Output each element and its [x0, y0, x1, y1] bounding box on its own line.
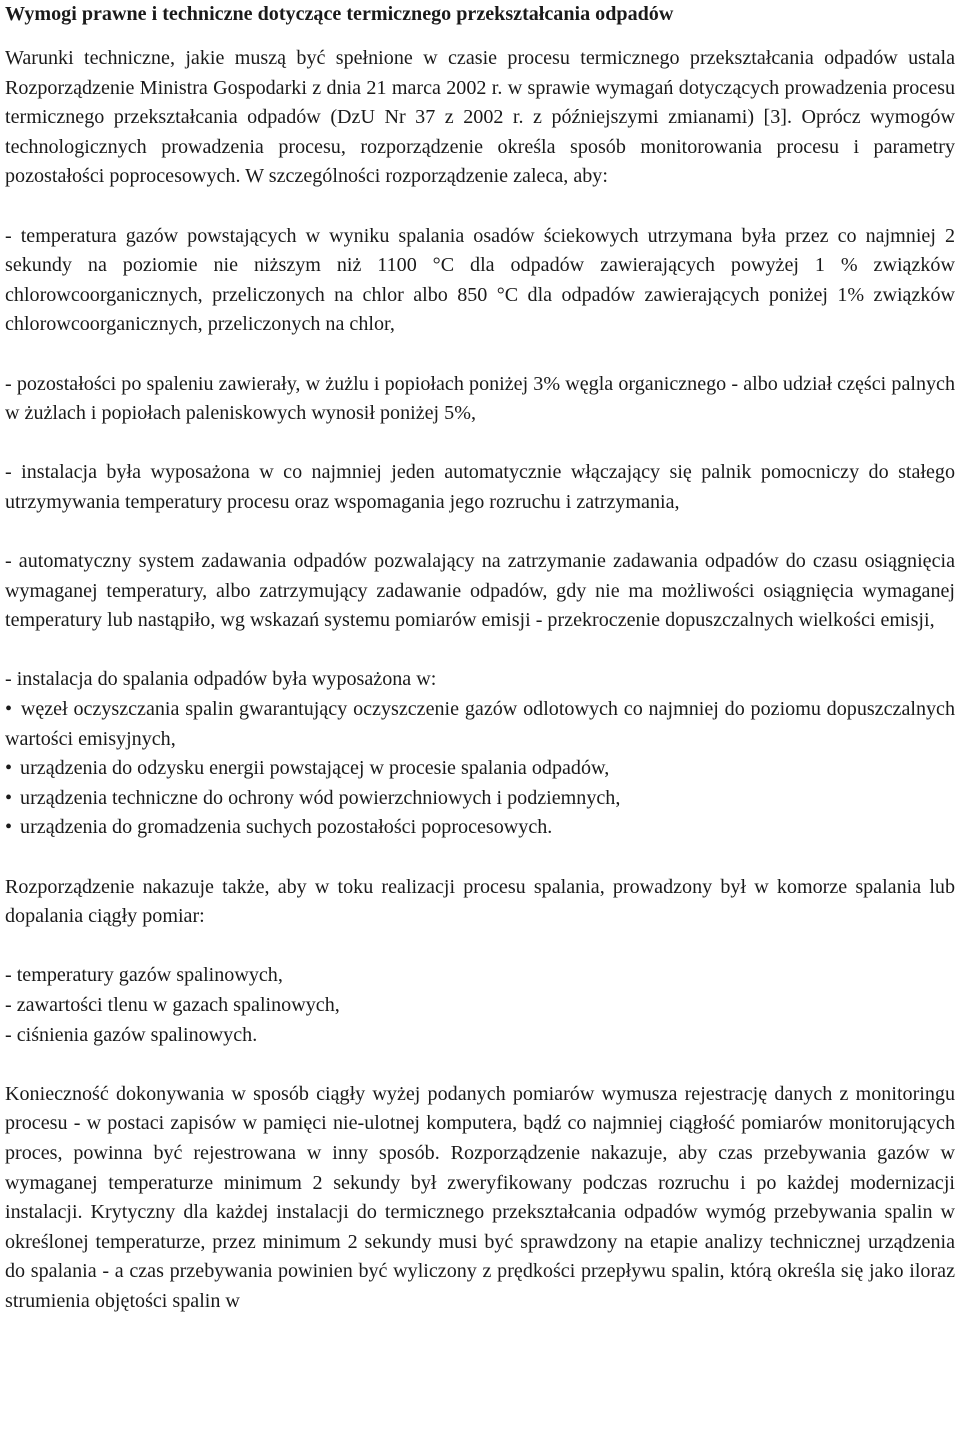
requirement-item: - temperatura gazów powstających w wyniku spalania osadów ściekowych utrzymana była przez co najmniej 2 sekundy na poziomie nie niższym niż 1100 °C dla odpadów zawierających powyżej 1 % związków chlorowcoorganicznych, przeliczonych na chlor albo 850 °C dla odpadów zawierających poniżej 1% związków chlorowcoorganicznych, przeliczonych na chlor, — [5, 224, 955, 336]
list-item — [5, 754, 955, 784]
bullet-icon: • — [5, 698, 13, 721]
list-item: - zawartości tlenu w gazach spalinowych, — [5, 994, 340, 1016]
list-item-text: urządzenia techniczne do ochrony wód powierzchniowych i podziemnych, — [20, 786, 621, 809]
spacer — [5, 932, 955, 962]
intro-paragraph: Warunki techniczne, jakie muszą być spełnione w czasie procesu termicznego przekształcania odpadów ustala Rozporządzenie Ministra Gospodarki z dnia 21 marca 2002 r. w sprawie wymagań dotyczących prowadzenia procesu termicznego przekształcania odpadów (DzU Nr 37 z 2002 r. z późniejszymi zmianami) [3]. Oprócz wymogów technologicznych prowadzenia procesu, rozporządzenie określa sposób monitorowania procesu i parametry pozostałości poprocesowych. W szczególności rozporządzenie zaleca, aby: — [5, 47, 955, 188]
equipment-list — [5, 695, 955, 843]
closing-paragraph: Konieczność dokonywania w sposób ciągły wyżej podanych pomiarów wymusza rejestrację danych z monitoringu procesu - w postaci zapisów w pamięci nie-ulotnej komputera, bądź co najmniej ciągłość pomiarów monitorujących proces, powinna być rejestrowana w inny sposób. Rozporządzenie nakazuje, aby czas przebywania gazów w wymaganej temperaturze minimum 2 sekundy był zweryfikowany podczas rozruchu i po każdej modernizacji instalacji. Krytyczny dla każdej instalacji do termicznego przekształcania odpadów wymóg przebywania spalin w określonej temperaturze, przez minimum 2 sekundy musi być sprawdzony na etapie analizy technicznej urządzenia do spalania - a czas przebywania powinien być wyliczony z prędkości przepływu spalin, którą określa się jako iloraz strumienia objętości spalin w — [5, 1082, 955, 1312]
requirement-item: - pozostałości po spaleniu zawierały, w żużlu i popiołach poniżej 3% węgla organicznego - albo udział części palnych w żużlach i popiołach paleniskowych wynosił poniżej 5%, — [5, 372, 955, 425]
spacer — [5, 429, 955, 459]
measurement-list — [5, 961, 955, 1050]
list-item-text: węzeł oczyszczania spalin gwarantujący oczyszczenie gazów odlotowych co najmniej do poziomu dopuszczalnych wartości emisyjnych, — [5, 698, 955, 750]
list-item-text: urządzenia do odzysku energii powstającej w procesie spalania odpadów, — [20, 757, 610, 780]
measurement-intro: Rozporządzenie nakazuje także, aby w toku realizacji procesu spalania, prowadzony był w komorze spalania lub dopalania ciągły pomiar: — [5, 875, 955, 928]
list-item — [5, 695, 955, 754]
list-item-text: urządzenia do gromadzenia suchych pozostałości poprocesowych. — [20, 816, 553, 839]
spacer — [5, 636, 955, 666]
requirement-item: - instalacja była wyposażona w co najmniej jeden automatycznie włączający się palnik pomocniczy do stałego utrzymywania temperatury procesu oraz wspomagania jego rozruchu i zatrzymania, — [5, 461, 955, 513]
bullet-icon: • — [5, 816, 13, 839]
list-item: - ciśnienia gazów spalinowych. — [5, 1023, 258, 1046]
list-item: - temperatury gazów spalinowych, — [5, 964, 283, 987]
bullet-icon: • — [5, 757, 13, 780]
spacer — [5, 340, 955, 370]
equipment-intro: - instalacja do spalania odpadów była wyposażona w: — [5, 668, 437, 691]
list-item — [5, 813, 955, 843]
list-item — [5, 784, 955, 814]
requirement-item: - automatyczny system zadawania odpadów pozwalający na zatrzymanie zadawania odpadów do czasu osiągnięcia wymaganej temperatury, albo zatrzymujący zadawanie odpadów, gdy nie ma możliwości osiągnięcia wymaganej temperatury lub nastąpiło, wg wskazań systemu pomiarów emisji - przekroczenie dopuszczalnych wielkości emisji, — [5, 550, 955, 632]
spacer — [5, 1050, 955, 1080]
spacer — [5, 843, 955, 873]
spacer — [5, 518, 955, 548]
spacer — [5, 192, 955, 222]
bullet-icon: • — [5, 786, 13, 809]
document-page — [5, 0, 955, 1317]
document-title: Wymogi prawne i techniczne dotyczące termicznego przekształcania odpadów — [5, 3, 674, 25]
